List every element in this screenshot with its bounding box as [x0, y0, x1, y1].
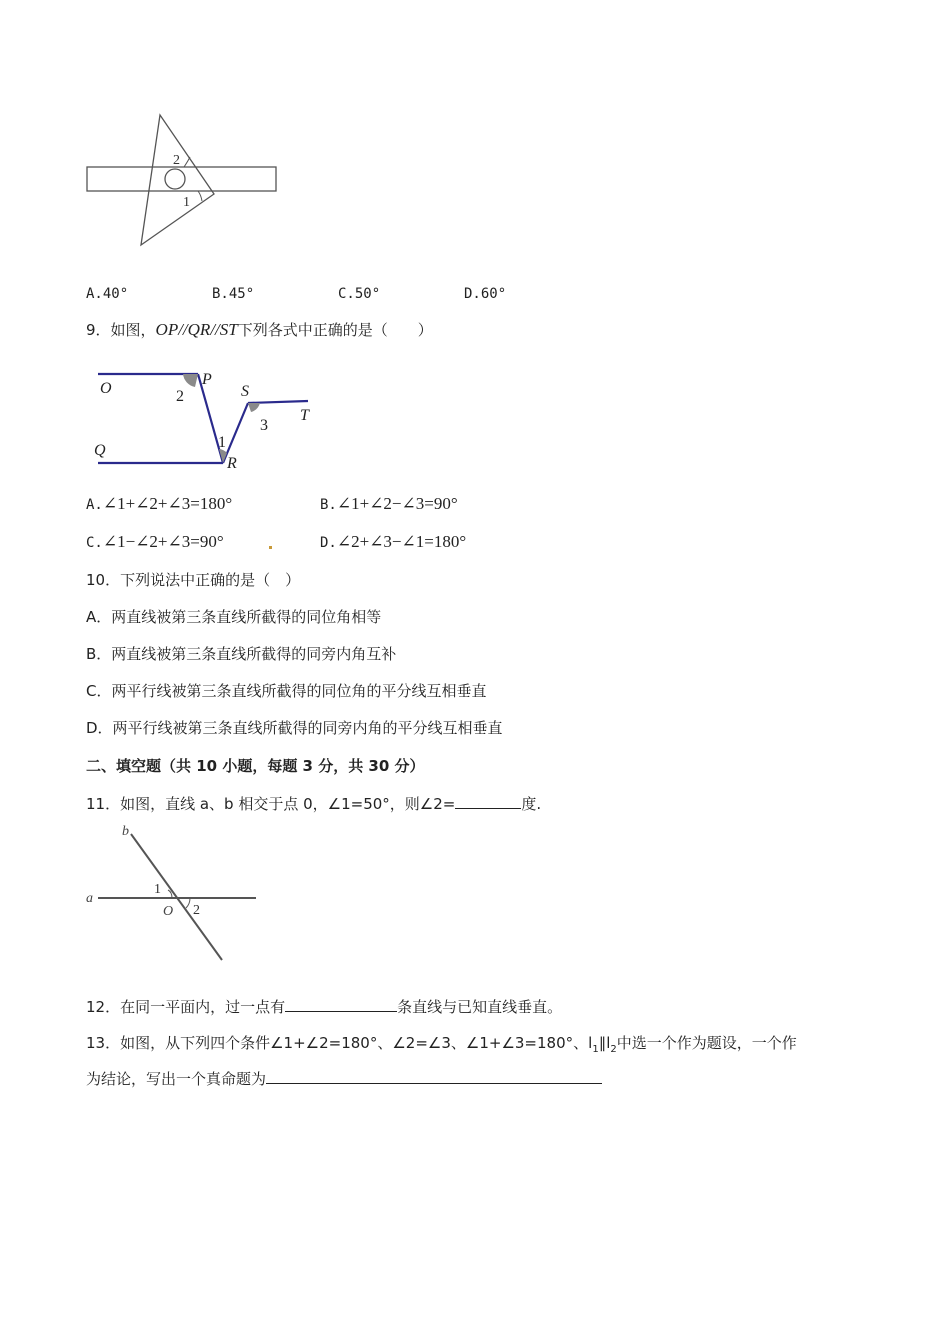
- q9-angle3-mark: [248, 403, 260, 412]
- q9-line-rs: [223, 403, 248, 463]
- q11-label-2: 2: [193, 903, 200, 918]
- q9-label-q: Q: [94, 442, 106, 459]
- q9-formula: OP//QR//ST: [155, 320, 238, 339]
- q12-question: 12．在同一平面内，过一点有 条直线与已知直线垂直。: [86, 998, 563, 1016]
- q11-angle2-arc: [186, 898, 190, 908]
- q10-stem: 10．下列说法中正确的是（ ）: [86, 571, 301, 589]
- q9-stray-dot: [269, 546, 272, 549]
- q9-option-c: C.∠1−∠2+∠3=90°: [86, 532, 224, 551]
- q9-angle2-mark: [183, 374, 198, 387]
- q8-angle2-arc: [184, 157, 190, 167]
- q8-option-b: B.45°: [212, 286, 255, 302]
- q10-option-b: B．两直线被第三条直线所截得的同旁内角互补: [86, 645, 397, 663]
- q11-label-a: a: [86, 891, 93, 906]
- q11-label-o: O: [163, 904, 174, 919]
- q9-figure: [86, 365, 326, 475]
- q9-question: [86, 320, 433, 340]
- q9-number: 9．如图，: [86, 321, 156, 339]
- q8-label-1: 1: [183, 195, 190, 210]
- q9-option-b: B.∠1+∠2−∠3=90°: [320, 494, 458, 513]
- q8-circle-mark: [165, 169, 185, 189]
- q10-option-a: A．两直线被第三条直线所截得的同位角相等: [86, 608, 382, 626]
- q12-answer-blank[interactable]: [285, 996, 397, 1012]
- q13-answer-blank[interactable]: [266, 1068, 602, 1084]
- q10-option-d: D．两平行线被第三条直线所截得的同旁内角的平分线互相垂直: [86, 719, 503, 737]
- q8-label-2: 2: [173, 153, 180, 168]
- q10-option-c: C．两平行线被第三条直线所截得的同位角的平分线互相垂直: [86, 682, 487, 700]
- section-2-heading: 二、填空题（共 10 小题，每题 3 分，共 30 分）: [86, 757, 425, 775]
- q9-label-r: R: [227, 455, 237, 472]
- q9-option-d: D.∠2+∠3−∠1=180°: [320, 532, 467, 551]
- q11-label-b: b: [122, 824, 129, 839]
- q11-label-1: 1: [154, 882, 161, 897]
- q9-label-1: 1: [218, 434, 226, 451]
- q9-line-st: [248, 401, 308, 403]
- q9-label-2: 2: [176, 388, 184, 405]
- q9-label-s: S: [241, 383, 249, 400]
- q11-answer-blank[interactable]: [455, 793, 521, 809]
- q9-stem: 下列各式中正确的是（ ）: [237, 321, 433, 339]
- q8-angle1-arc: [198, 191, 202, 201]
- q9-label-p: P: [202, 371, 212, 388]
- q8-option-a: A.40°: [86, 286, 129, 302]
- q8-triangle: [141, 115, 214, 245]
- q9-label-o: O: [100, 380, 112, 397]
- q13-line-2: 为结论，写出一个真命题为: [86, 1068, 602, 1089]
- q11-question: 11．如图，直线 a、b 相交于点 0，∠1=50°，则∠2= 度.: [86, 795, 542, 813]
- q9-option-a: A.∠1+∠2+∠3=180°: [86, 494, 233, 513]
- q8-option-d: D.60°: [464, 286, 507, 302]
- q11-figure: [84, 820, 264, 965]
- q13-line-1: 13．如图，从下列四个条件∠1+∠2=180°、∠2=∠3、∠1+∠3=180°、$l_1\parallel l_2$中选一个作为题设，一个作: [86, 1034, 797, 1055]
- q8-figure: [80, 105, 290, 255]
- q9-label-3: 3: [260, 417, 268, 434]
- q8-option-c: C.50°: [338, 286, 381, 302]
- q9-label-t: T: [300, 407, 309, 424]
